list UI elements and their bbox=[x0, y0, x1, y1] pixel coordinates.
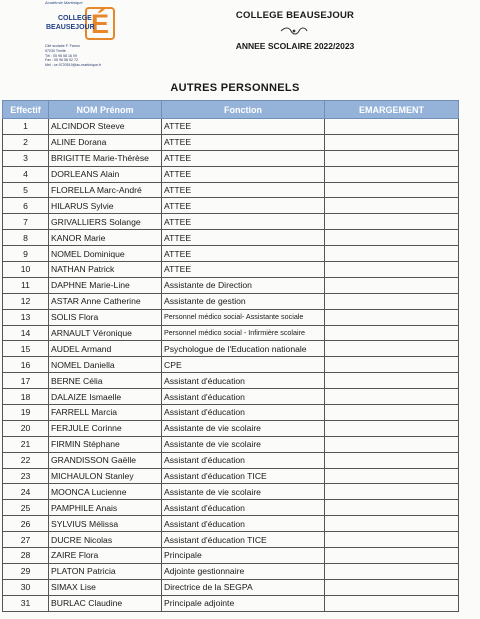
row-signature-cell[interactable] bbox=[325, 405, 459, 421]
row-name: NATHAN Patrick bbox=[49, 262, 162, 278]
row-function: ATTEE bbox=[162, 214, 325, 230]
table-row bbox=[3, 516, 459, 532]
school-year: ANNEE SCOLAIRE 2022/2023 bbox=[235, 41, 355, 51]
table-row bbox=[3, 214, 459, 230]
table-row bbox=[3, 484, 459, 500]
row-signature-cell[interactable] bbox=[325, 325, 459, 341]
row-name: FARRELL Marcia bbox=[49, 405, 162, 421]
table-row bbox=[3, 389, 459, 405]
table-row bbox=[3, 436, 459, 452]
row-name: SOLIS Flora bbox=[49, 309, 162, 325]
row-number: 20 bbox=[3, 420, 49, 436]
row-function: Assistant d'éducation bbox=[162, 389, 325, 405]
row-number: 2 bbox=[3, 134, 49, 150]
row-function: ATTEE bbox=[162, 198, 325, 214]
table-row bbox=[3, 293, 459, 309]
row-name: BURLAC Claudine bbox=[49, 595, 162, 611]
row-name: FLORELLA Marc-André bbox=[49, 182, 162, 198]
row-function: Assistant d'éducation TICE bbox=[162, 532, 325, 548]
table-row bbox=[3, 198, 459, 214]
row-signature-cell[interactable] bbox=[325, 182, 459, 198]
row-function: Assistant d'éducation bbox=[162, 373, 325, 389]
row-number: 8 bbox=[3, 230, 49, 246]
row-function: Personnel médico social- Assistante sociale bbox=[162, 309, 325, 325]
logo-e-icon bbox=[85, 6, 115, 40]
row-function: Assistante de Direction bbox=[162, 277, 325, 293]
row-number: 10 bbox=[3, 262, 49, 278]
row-number: 15 bbox=[3, 341, 49, 357]
row-name: DUCRE Nicolas bbox=[49, 532, 162, 548]
row-signature-cell[interactable] bbox=[325, 293, 459, 309]
row-signature-cell[interactable] bbox=[325, 166, 459, 182]
table-row bbox=[3, 119, 459, 135]
row-function: Assistant d'éducation bbox=[162, 516, 325, 532]
school-logo bbox=[43, 0, 133, 82]
table-row bbox=[3, 277, 459, 293]
table-row bbox=[3, 452, 459, 468]
row-function: ATTEE bbox=[162, 246, 325, 262]
row-number: 4 bbox=[3, 166, 49, 182]
row-signature-cell[interactable] bbox=[325, 341, 459, 357]
row-name: NOMEL Dominique bbox=[49, 246, 162, 262]
row-function: ATTEE bbox=[162, 150, 325, 166]
row-signature-cell[interactable] bbox=[325, 436, 459, 452]
row-function: Assistant d'éducation bbox=[162, 405, 325, 421]
row-number: 1 bbox=[3, 119, 49, 135]
row-signature-cell[interactable] bbox=[325, 198, 459, 214]
row-name: DORLEANS Alain bbox=[49, 166, 162, 182]
row-function: Assistante de vie scolaire bbox=[162, 420, 325, 436]
row-number: 17 bbox=[3, 373, 49, 389]
row-name: GRIVALLIERS Solange bbox=[49, 214, 162, 230]
row-name: PLATON Patricia bbox=[49, 563, 162, 579]
row-name: ALINE Dorana bbox=[49, 134, 162, 150]
row-function: Principale adjointe bbox=[162, 595, 325, 611]
row-function: ATTEE bbox=[162, 134, 325, 150]
table-row bbox=[3, 548, 459, 564]
row-number: 3 bbox=[3, 150, 49, 166]
row-signature-cell[interactable] bbox=[325, 373, 459, 389]
row-name: BRIGITTE Marie-Thérèse bbox=[49, 150, 162, 166]
table-row bbox=[3, 420, 459, 436]
table-row bbox=[3, 532, 459, 548]
row-number: 27 bbox=[3, 532, 49, 548]
row-number: 14 bbox=[3, 325, 49, 341]
row-function: Personnel médico social - Infirmière scolaire bbox=[162, 325, 325, 341]
table-row bbox=[3, 468, 459, 484]
row-function: Assistante de vie scolaire bbox=[162, 436, 325, 452]
row-number: 19 bbox=[3, 405, 49, 421]
row-name: ALCINDOR Steeve bbox=[49, 119, 162, 135]
logo-beausejour-text: BEAUSEJOUR bbox=[46, 24, 95, 31]
row-function: ATTEE bbox=[162, 119, 325, 135]
column-header-fonction: Fonction bbox=[162, 101, 325, 119]
row-name: ASTAR Anne Catherine bbox=[49, 293, 162, 309]
row-name: KANOR Marie bbox=[49, 230, 162, 246]
row-signature-cell[interactable] bbox=[325, 563, 459, 579]
row-name: SYLVIUS Mélissa bbox=[49, 516, 162, 532]
table-row bbox=[3, 230, 459, 246]
row-name: AUDEL Armand bbox=[49, 341, 162, 357]
row-number: 12 bbox=[3, 293, 49, 309]
row-signature-cell[interactable] bbox=[325, 309, 459, 325]
row-name: FIRMIN Stéphane bbox=[49, 436, 162, 452]
table-row bbox=[3, 341, 459, 357]
row-name: HILARUS Sylvie bbox=[49, 198, 162, 214]
row-signature-cell[interactable] bbox=[325, 230, 459, 246]
column-header-nom: NOM Prénom bbox=[49, 101, 162, 119]
row-function: Assistante de vie scolaire bbox=[162, 484, 325, 500]
table-row bbox=[3, 357, 459, 373]
row-signature-cell[interactable] bbox=[325, 468, 459, 484]
address-line: Cité scolaire F. Fanon bbox=[45, 44, 80, 48]
table-row bbox=[3, 150, 459, 166]
row-signature-cell[interactable] bbox=[325, 389, 459, 405]
row-number: 26 bbox=[3, 516, 49, 532]
row-number: 7 bbox=[3, 214, 49, 230]
row-signature-cell[interactable] bbox=[325, 420, 459, 436]
table-row bbox=[3, 246, 459, 262]
school-address bbox=[45, 44, 101, 68]
table-row bbox=[3, 182, 459, 198]
row-number: 24 bbox=[3, 484, 49, 500]
row-signature-cell[interactable] bbox=[325, 516, 459, 532]
row-number: 30 bbox=[3, 579, 49, 595]
row-signature-cell[interactable] bbox=[325, 134, 459, 150]
table-row bbox=[3, 134, 459, 150]
row-name: ZAIRE Flora bbox=[49, 548, 162, 564]
row-signature-cell[interactable] bbox=[325, 452, 459, 468]
row-function: ATTEE bbox=[162, 230, 325, 246]
address-line: 97230 Trinité bbox=[45, 48, 66, 53]
address-line: Fax : 05 96 58 52 72 bbox=[45, 58, 78, 63]
row-function: Assistant d'éducation bbox=[162, 500, 325, 516]
staff-table bbox=[2, 100, 459, 612]
row-signature-cell[interactable] bbox=[325, 579, 459, 595]
row-number: 21 bbox=[3, 436, 49, 452]
row-number: 6 bbox=[3, 198, 49, 214]
row-number: 28 bbox=[3, 548, 49, 564]
row-function: Assistant d'éducation bbox=[162, 452, 325, 468]
row-signature-cell[interactable] bbox=[325, 246, 459, 262]
row-signature-cell[interactable] bbox=[325, 532, 459, 548]
table-header-row bbox=[3, 101, 459, 119]
row-number: 18 bbox=[3, 389, 49, 405]
row-function: Assistante de gestion bbox=[162, 293, 325, 309]
row-signature-cell[interactable] bbox=[325, 262, 459, 278]
row-number: 11 bbox=[3, 277, 49, 293]
section-title: AUTRES PERSONNELS bbox=[170, 82, 300, 94]
table-row bbox=[3, 309, 459, 325]
row-name: PAMPHILE Anais bbox=[49, 500, 162, 516]
row-function: CPE bbox=[162, 357, 325, 373]
row-function: Directrice de la SEGPA bbox=[162, 579, 325, 595]
row-function: Assistant d'éducation TICE bbox=[162, 468, 325, 484]
row-number: 31 bbox=[3, 595, 49, 611]
table-row bbox=[3, 373, 459, 389]
row-name: DAPHNE Marie-Line bbox=[49, 277, 162, 293]
school-name: COLLEGE BEAUSEJOUR bbox=[235, 10, 355, 21]
column-header-emargement: EMARGEMENT bbox=[325, 101, 459, 119]
table-row bbox=[3, 325, 459, 341]
row-function: Psychologue de l'Education nationale bbox=[162, 341, 325, 357]
row-number: 23 bbox=[3, 468, 49, 484]
address-line: Mél : ce.9720519@ac-martinique.fr bbox=[45, 63, 102, 68]
ornament-icon bbox=[279, 27, 309, 35]
row-function: Principale bbox=[162, 548, 325, 564]
row-name: MICHAULON Stanley bbox=[49, 468, 162, 484]
table-row bbox=[3, 405, 459, 421]
row-signature-cell[interactable] bbox=[325, 484, 459, 500]
academie-label: Académie Martinique bbox=[45, 0, 83, 5]
row-number: 5 bbox=[3, 182, 49, 198]
row-number: 29 bbox=[3, 563, 49, 579]
row-name: MOONCA Lucienne bbox=[49, 484, 162, 500]
row-number: 9 bbox=[3, 246, 49, 262]
row-signature-cell[interactable] bbox=[325, 277, 459, 293]
table-row bbox=[3, 262, 459, 278]
column-header-effectif: Effectif bbox=[3, 101, 49, 119]
row-signature-cell[interactable] bbox=[325, 595, 459, 611]
row-number: 16 bbox=[3, 357, 49, 373]
row-number: 22 bbox=[3, 452, 49, 468]
row-function: ATTEE bbox=[162, 262, 325, 278]
table-row bbox=[3, 563, 459, 579]
table-row bbox=[3, 166, 459, 182]
logo-letter: É bbox=[90, 9, 110, 39]
row-name: FERJULE Corinne bbox=[49, 420, 162, 436]
table-row bbox=[3, 595, 459, 611]
row-function: ATTEE bbox=[162, 182, 325, 198]
row-name: SIMAX Lise bbox=[49, 579, 162, 595]
row-number: 25 bbox=[3, 500, 49, 516]
row-signature-cell[interactable] bbox=[325, 150, 459, 166]
row-signature-cell[interactable] bbox=[325, 214, 459, 230]
logo-college-text: COLLEGE bbox=[58, 15, 92, 22]
row-name: DALAIZE Ismaelle bbox=[49, 389, 162, 405]
row-name: GRANDISSON Gaëlle bbox=[49, 452, 162, 468]
table-row bbox=[3, 500, 459, 516]
address-line: Tél : 05 96 58 16 09 bbox=[45, 53, 77, 58]
row-signature-cell[interactable] bbox=[325, 119, 459, 135]
table-row bbox=[3, 579, 459, 595]
row-function: Adjointe gestionnaire bbox=[162, 563, 325, 579]
row-function: ATTEE bbox=[162, 166, 325, 182]
row-signature-cell[interactable] bbox=[325, 500, 459, 516]
row-name: ARNAULT Véronique bbox=[49, 325, 162, 341]
row-signature-cell[interactable] bbox=[325, 548, 459, 564]
row-name: NOMEL Daniella bbox=[49, 357, 162, 373]
row-name: BERNE Célia bbox=[49, 373, 162, 389]
row-number: 13 bbox=[3, 309, 49, 325]
row-signature-cell[interactable] bbox=[325, 357, 459, 373]
